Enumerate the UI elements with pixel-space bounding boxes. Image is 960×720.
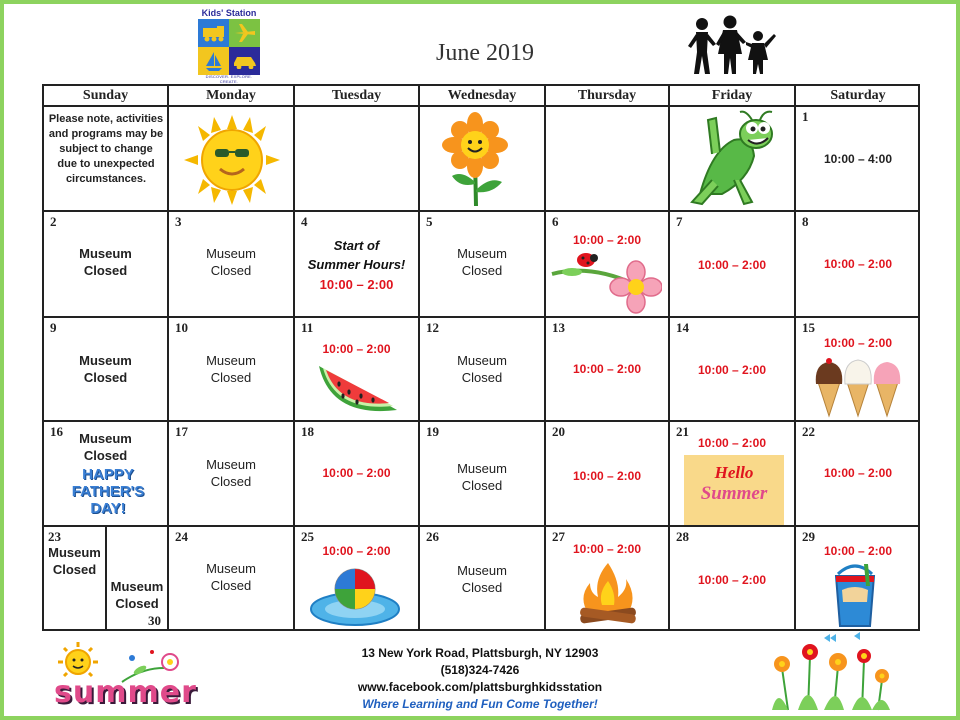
header-saturday: Saturday [796,86,920,107]
day-number: 16 [50,424,63,439]
flower-icon [440,110,510,208]
kids-station-logo [196,8,262,84]
tagline-text: Where Learning and Fun Come Together! [362,697,598,711]
closed-label: Closed [83,263,128,278]
day-cell-9 [44,318,169,422]
museum-label: Museum [206,353,256,368]
hours-text: 10:00 – 2:00 [823,544,893,558]
fathers-day-line3: DAY! [90,500,126,517]
day-number: 20 [552,424,565,439]
day-cell-3 [169,212,295,318]
day-cell-27 [546,527,670,631]
day-cell-empty-mon [169,107,295,212]
day-cell-22 [796,422,920,527]
day-cell-10 [169,318,295,422]
train-tile [198,19,229,47]
day-number: 14 [676,320,689,335]
day-number: 15 [802,320,815,335]
day-number: 5 [426,214,433,229]
flower-garden-art [764,630,894,712]
header-sunday: Sunday [44,86,169,107]
closed-label: Closed [83,448,128,463]
summer-word: summer [54,675,197,710]
day-cell-19 [420,422,546,527]
closed-label: Closed [210,263,252,278]
family-silhouette-icon [686,14,776,76]
museum-label: Museum [206,246,256,261]
hours-text: 10:00 – 2:00 [697,436,767,450]
museum-label: Museum [206,457,256,472]
day-cell-17 [169,422,295,527]
day-number: 3 [175,214,182,229]
car-icon [232,53,258,69]
day-number: 18 [301,424,314,439]
museum-label: Museum [79,246,132,261]
museum-label: Museum [457,461,507,476]
day-number: 23 [48,529,61,544]
day-cell-28 [670,527,796,631]
day-cell-note [44,107,169,212]
smiling-sun-icon [58,642,98,676]
day-cell-empty-wed [420,107,546,212]
museum-label: Museum [457,246,507,261]
hours-text: 10:00 – 2:00 [697,363,767,377]
day-cell-11 [295,318,420,422]
hours-text: 10:00 – 2:00 [322,342,391,356]
hours-text: 10:00 – 2:00 [322,466,391,480]
day-cell-23 [44,527,107,631]
closed-label: Closed [461,263,503,278]
header-tuesday: Tuesday [295,86,420,107]
header-friday: Friday [670,86,796,107]
hours-text: 10:00 – 4:00 [823,152,893,166]
sailboat-tile [198,47,229,75]
hours-text: 10:00 – 2:00 [572,362,642,376]
museum-label: Museum [457,353,507,368]
closed-label: Closed [210,474,252,489]
schedule-note: Please note, activities and programs may be subject to change due to unexpected circumstances. [48,113,164,185]
day-cell-6 [546,212,670,318]
calendar-grid [42,84,920,631]
day-cell-18 [295,422,420,527]
logo-title: Kids' Station [201,8,257,18]
day-cell-29 [796,527,920,631]
day-cell-30 [107,527,169,631]
grasshopper-icon [682,110,782,210]
closed-label: Closed [210,578,252,593]
phone-text: (518)324-7426 [440,663,520,677]
day-cell-21 [670,422,796,527]
plane-tile [229,19,260,47]
museum-label: Museum [79,431,132,446]
footer-contact [300,645,660,713]
hours-text: 10:00 – 2:00 [823,466,893,480]
day-number: 4 [301,214,308,229]
day-number: 28 [676,529,689,544]
address-text: 13 New York Road, Plattsburgh, NY 12903 [361,646,599,660]
website-link[interactable]: www.facebook.com/plattsburghkidsstation [357,680,603,694]
fathers-day-graphic [58,466,158,517]
header-thursday: Thursday [546,86,670,107]
museum-label: Museum [206,561,256,576]
hours-text: 10:00 – 2:00 [572,469,642,483]
museum-label: Museum [110,579,164,594]
museum-label: Museum [48,545,101,560]
day-cell-16 [44,422,169,527]
summer-text: Summer [700,483,768,504]
day-number: 10 [175,320,188,335]
ladybug-flower-icon [550,250,662,314]
hours-text: 10:00 – 2:00 [823,257,893,271]
fathers-day-line1: HAPPY [82,466,134,483]
day-cell-empty-thu [546,107,670,212]
day-cell-13 [546,318,670,422]
closed-label: Closed [210,370,252,385]
closed-label: Closed [461,370,503,385]
day-number: 12 [426,320,439,335]
campfire-icon [576,559,640,629]
day-cell-14 [670,318,796,422]
day-number: 2 [50,214,57,229]
hours-text: 10:00 – 2:00 [572,542,642,556]
day-number: 25 [301,529,314,544]
day-number: 19 [426,424,439,439]
hello-text: Hello [714,463,754,482]
closed-label: Closed [115,596,159,611]
day-cell-15 [796,318,920,422]
day-cell-1 [796,107,920,212]
day-number: 21 [676,424,689,439]
day-number: 22 [802,424,815,439]
day-cell-empty-fri [670,107,796,212]
hours-text: 10:00 – 2:00 [322,544,391,558]
hours-text: 10:00 – 2:00 [319,277,394,292]
logo-tagline: DISCOVER. EXPLORE. CREATE. [205,74,253,84]
museum-label: Museum [79,353,132,368]
day-number: 6 [552,214,559,229]
day-cell-2 [44,212,169,318]
day-number: 8 [802,214,809,229]
day-cell-8 [796,212,920,318]
day-cell-26 [420,527,546,631]
closed-label: Closed [461,580,503,595]
day-cell-24 [169,527,295,631]
watermelon-icon [317,362,399,418]
fathers-day-line2: FATHER'S [71,483,145,500]
day-number: 30 [148,613,161,628]
beach-ball-pool-icon [309,561,401,627]
month-title: June 2019 [436,40,534,66]
day-number: 26 [426,529,439,544]
day-number: 1 [802,109,809,124]
sailboat-icon [203,50,225,72]
day-number: 7 [676,214,683,229]
hours-text: 10:00 – 2:00 [823,336,893,350]
ice-cream-icon [812,356,904,418]
day-number: 27 [552,529,565,544]
closed-label: Closed [83,370,128,385]
start-of-label: Start of [333,238,380,253]
museum-label: Museum [457,563,507,578]
day-number: 11 [301,320,314,335]
summer-hours-label: Summer Hours! [307,257,406,272]
day-cell-5 [420,212,546,318]
day-cell-20 [546,422,670,527]
day-cell-12 [420,318,546,422]
sand-bucket-icon [830,562,880,628]
day-cell-4 [295,212,420,318]
day-cell-7 [670,212,796,318]
train-icon [201,24,227,42]
header-monday: Monday [169,86,295,107]
day-number: 13 [552,320,565,335]
closed-label: Closed [52,562,97,577]
header-wednesday: Wednesday [420,86,546,107]
hours-text: 10:00 – 2:00 [697,258,767,272]
day-cell-25 [295,527,420,631]
day-number: 29 [802,529,815,544]
logo-tiles [198,19,260,75]
hello-summer-graphic [684,455,784,525]
day-number: 17 [175,424,188,439]
hours-text: 10:00 – 2:00 [572,233,642,247]
airplane-icon [233,23,257,43]
day-number: 24 [175,529,188,544]
hours-text: 10:00 – 2:00 [697,573,767,587]
sun-icon [184,115,280,205]
closed-label: Closed [461,478,503,493]
day-cell-empty-tue [295,107,420,212]
day-number: 9 [50,320,57,335]
car-tile [229,47,260,75]
